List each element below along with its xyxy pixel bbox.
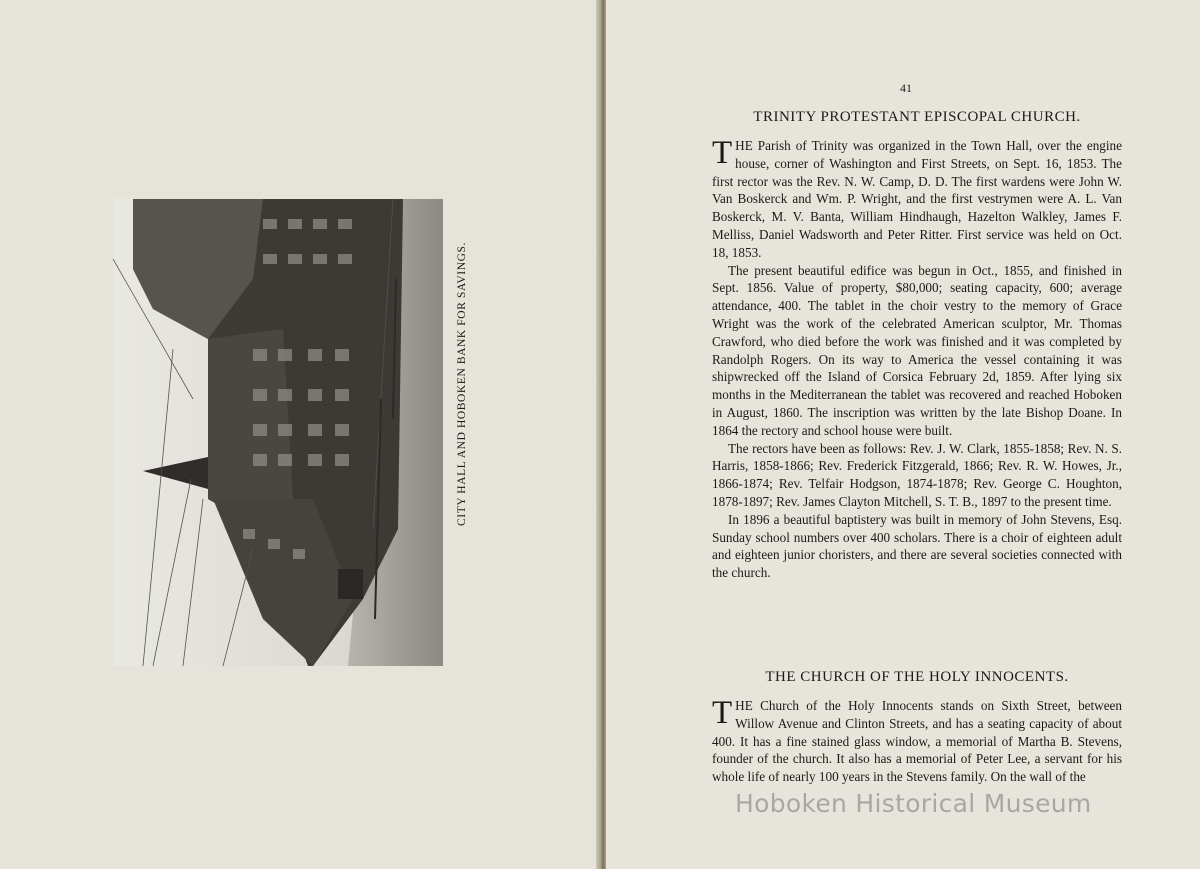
city-hall-photograph: [113, 199, 443, 666]
museum-watermark: Hoboken Historical Museum: [735, 789, 1092, 818]
paragraph: The present beautiful edifice was begun in Oct., 1855, and finished in Sept. 1856. Value of property, $80,000; seating capacity, 600; average attendance, 400. The tablet in the choir vestry to the memory of Grace Wright was the work of the celebrated American sculptor, Mr. Thomas Crawford, who died before the work was finished and it was completed by Randolph Rogers. On its way to America the vessel containing it was shipwrecked off the Island of Corsica February 2d, 1859. After lying six months in the Mediterranean the tablet was recovered and reached Hoboken in August, 1860. The inscription was written by the late Bishop Doane. In 1864 the rectory and school house were built.: [712, 262, 1122, 438]
paragraph-text: HE Church of the Holy Innocents stands on Sixth Street, between Willow Avenue and Clinton Streets, and has a seating capacity of about 400. It has a fine stained glass window, a memorial of Martha B. Stevens, founder of the church. It also has a memorial of Peter Lee, a servant for his whole life of nearly 100 years in the Stevens family. On the wall of the: [712, 698, 1122, 785]
photo-caption: [452, 198, 472, 570]
drop-cap: T: [712, 135, 733, 171]
section-title-holy-innocents: THE CHURCH OF THE HOLY INNOCENTS.: [765, 669, 1069, 685]
paragraph: [712, 137, 1122, 262]
page-number: 41: [900, 81, 912, 95]
paragraph: The rectors have been as follows: Rev. J. W. Clark, 1855-1858; Rev. N. S. Harris, 1858-1866; Rev. Frederick Fitzgerald, 1866; Rev. R. W. Howes, Jr., 1866-1874; Rev. Telfair Hodgson, 1874-1878; Rev. George C. Houghton, 1878-1897; Rev. James Clayton Mitchell, S. T. B., 1897 to the present time.: [712, 440, 1122, 509]
photo-caption-text: CITY HALL AND HOBOKEN BANK FOR SAVINGS.: [456, 242, 468, 526]
photo-drawing: [113, 199, 443, 666]
drop-cap: T: [712, 695, 733, 731]
paragraph: [712, 697, 1122, 786]
section-body-holy-innocents: [712, 697, 1122, 786]
section-body-trinity: [712, 137, 1122, 582]
section-title-trinity: TRINITY PROTESTANT EPISCOPAL CHURCH.: [753, 109, 1081, 125]
paragraph-text: HE Parish of Trinity was organized in the Town Hall, over the engine house, corner of Washington and First Streets, on Sept. 16, 1853. The first rector was the Rev. N. W. Camp, D. D. The first wardens were John W. Van Boskerck and Wm. P. Wright, and the first vestrymen were A. L. Van Boskerck, M. V. Banta, William Hindhaugh, Hazelton Walkley, James F. Melliss, Daniel Wadsworth and Peter Ritter. First service was held on Oct. 18, 1853.: [712, 138, 1122, 260]
paragraph: In 1896 a beautiful baptistery was built in memory of John Stevens, Esq. Sunday school numbers over 400 scholars. There is a choir of eighteen adult and eighteen junior choristers, and there are several societies connected with the church.: [712, 511, 1122, 581]
